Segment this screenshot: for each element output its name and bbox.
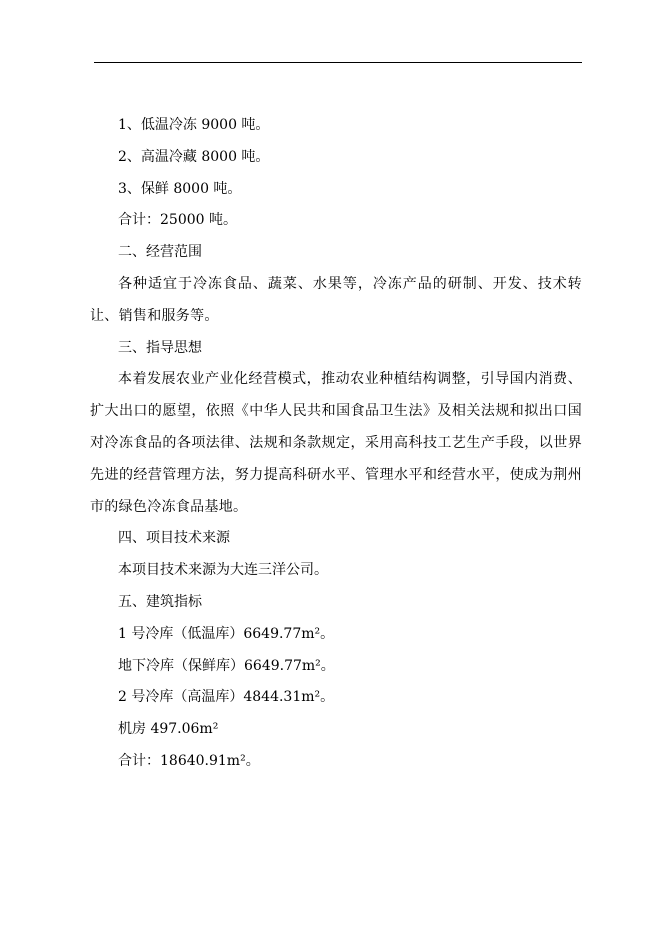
building-heading: 五、建筑指标 bbox=[118, 593, 202, 610]
header-rule bbox=[94, 62, 582, 63]
scope-heading: 二、经营范围 bbox=[118, 244, 202, 261]
document-body bbox=[90, 110, 582, 778]
building-item-cold-storage-1: 1 号冷库（低温库）6649.77m²。 bbox=[118, 625, 335, 642]
tech-heading: 四、项目技术来源 bbox=[118, 530, 230, 547]
building-item-underground: 地下冷库（保鲜库）6649.77m²。 bbox=[118, 657, 335, 674]
building-item-machine-room: 机房 497.06m² bbox=[118, 721, 219, 738]
building-item-cold-storage-2: 2 号冷库（高温库）4844.31m²。 bbox=[118, 689, 335, 706]
guidance-heading: 三、指导思想 bbox=[118, 339, 202, 356]
tech-body: 本项目技术来源为大连三洋公司。 bbox=[118, 562, 328, 579]
capacity-total: 合计：25000 吨。 bbox=[118, 212, 237, 229]
capacity-fresh: 3、保鲜 8000 吨。 bbox=[118, 180, 242, 197]
scope-body: 各种适宜于冷冻食品、蔬菜、水果等，冷冻产品的研制、开发、技术转让、销售和服务等。 bbox=[90, 275, 582, 324]
capacity-low-temp: 1、低温冷冻 9000 吨。 bbox=[118, 117, 270, 133]
building-total: 合计：18640.91m²。 bbox=[118, 752, 260, 769]
capacity-high-temp: 2、高温冷藏 8000 吨。 bbox=[118, 148, 270, 165]
guidance-body: 本着发展农业产业化经营模式，推动农业种植结构调整，引导国内消费、扩大出口的愿望，依照《中华人民共和国食品卫生法》及相关法规和拟出口国对冷冻食品的各项法律、法规和条款规定，采用高科技工艺生产手段，以世界先进的经营管理方法，努力提高科研水平、管理水平和经营水平，使成为荆州市的绿色冷冻食品基地。 bbox=[90, 371, 582, 515]
